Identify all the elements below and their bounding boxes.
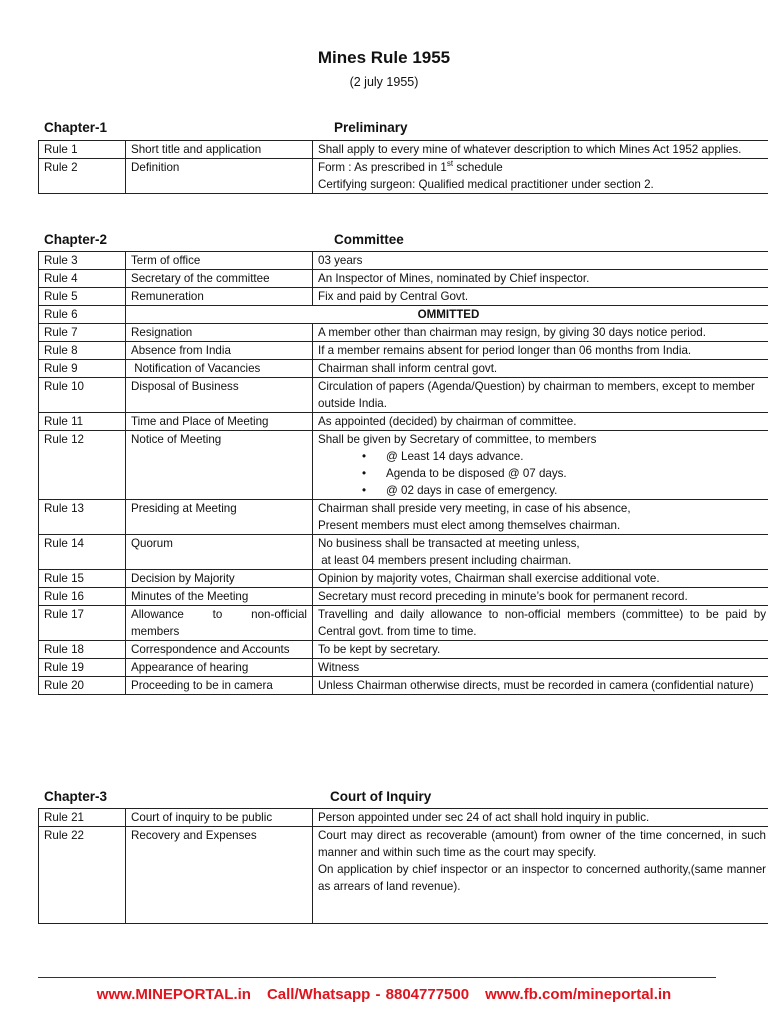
- rule-subject: Absence from India: [126, 342, 313, 360]
- chapter-1-table: [38, 140, 768, 194]
- rule-detail: Secretary must record preceding in minute’s book for permanent record.: [313, 588, 768, 606]
- rule-detail: Travelling and daily allowance to non-official members (committee) to be paid by Central govt. from time to time.: [313, 606, 768, 641]
- rule-number: Rule 8: [39, 342, 126, 360]
- table-row: [39, 500, 768, 535]
- table-row: [39, 570, 768, 588]
- detail-text: No business shall be transacted at meeting unless,: [318, 537, 580, 550]
- footer-divider: [38, 977, 716, 978]
- chapter-2-heading: [38, 232, 768, 250]
- detail-text: Chairman shall preside very meeting, in case of his absence,: [318, 502, 631, 515]
- table-row: [39, 141, 768, 159]
- table-row: [39, 588, 768, 606]
- rule-detail: [313, 431, 768, 500]
- rule-number: Rule 1: [39, 141, 126, 159]
- rule-number: Rule 17: [39, 606, 126, 641]
- rule-detail: Shall apply to every mine of whatever description to which Mines Act 1952 applies.: [313, 141, 768, 159]
- rule-number: Rule 14: [39, 535, 126, 570]
- rule-detail: Fix and paid by Central Govt.: [313, 288, 768, 306]
- rule-detail: [313, 827, 768, 924]
- rule-number: Rule 22: [39, 827, 126, 924]
- table-row: [39, 641, 768, 659]
- table-row: [39, 659, 768, 677]
- table-row: [39, 342, 768, 360]
- rule-subject: Term of office: [126, 252, 313, 270]
- table-row: [39, 809, 768, 827]
- omitted-label: OMMITTED: [126, 306, 768, 324]
- detail-text: at least 04 members present including chairman.: [318, 554, 572, 567]
- chapter-label: Chapter-2: [44, 232, 108, 247]
- table-row: [39, 324, 768, 342]
- table-row: [39, 431, 768, 500]
- page-date: (2 july 1955): [349, 75, 419, 89]
- rule-subject: Notice of Meeting: [126, 431, 313, 500]
- rule-number: Rule 12: [39, 431, 126, 500]
- rule-detail: A member other than chairman may resign, by giving 30 days notice period.: [313, 324, 768, 342]
- superscript: st: [446, 159, 454, 169]
- table-row: [39, 535, 768, 570]
- rule-subject: Disposal of Business: [126, 378, 313, 413]
- rule-number: Rule 16: [39, 588, 126, 606]
- rule-detail: As appointed (decided) by chairman of committee.: [313, 413, 768, 431]
- rule-detail: 03 years: [313, 252, 768, 270]
- rule-subject: Allowance to non-official members: [126, 606, 313, 641]
- rule-detail: [313, 535, 768, 570]
- rule-subject: Short title and application: [126, 141, 313, 159]
- table-row: [39, 413, 768, 431]
- rule-subject: Correspondence and Accounts: [126, 641, 313, 659]
- bullet-list: [318, 448, 766, 499]
- chapter-title: Court of Inquiry: [330, 789, 432, 804]
- table-row: [39, 827, 768, 924]
- rule-number: Rule 6: [39, 306, 126, 324]
- chapter-title: Preliminary: [334, 120, 408, 135]
- detail-text: Court may direct as recoverable (amount) from owner of the time concerned, in such manner and within such time as the court may specify.: [318, 829, 766, 859]
- rule-detail: Unless Chairman otherwise directs, must be recorded in camera (confidential nature): [313, 677, 768, 695]
- chapter-1-heading: [38, 120, 768, 138]
- rule-number: Rule 3: [39, 252, 126, 270]
- list-item: • @ Least 14 days advance.: [362, 448, 766, 465]
- rule-number: Rule 21: [39, 809, 126, 827]
- rule-subject: Secretary of the committee: [126, 270, 313, 288]
- chapter-2-table: [38, 251, 768, 695]
- rule-detail: An Inspector of Mines, nominated by Chief inspector.: [313, 270, 768, 288]
- chapter-3-heading: [38, 789, 768, 807]
- rule-number: Rule 20: [39, 677, 126, 695]
- rule-number: Rule 5: [39, 288, 126, 306]
- table-row: [39, 252, 768, 270]
- rule-number: Rule 13: [39, 500, 126, 535]
- rule-detail: Circulation of papers (Agenda/Question) by chairman to members, except to member outside India.: [313, 378, 768, 413]
- rule-detail: To be kept by secretary.: [313, 641, 768, 659]
- rule-number: Rule 15: [39, 570, 126, 588]
- rule-number: Rule 7: [39, 324, 126, 342]
- rule-subject: Court of inquiry to be public: [126, 809, 313, 827]
- list-item: • @ 02 days in case of emergency.: [362, 482, 766, 499]
- chapter-3-table: [38, 808, 768, 924]
- detail-text: Form : As prescribed in 1: [318, 161, 447, 174]
- rule-subject: Definition: [126, 159, 313, 194]
- rule-number: Rule 9: [39, 360, 126, 378]
- footer-facebook[interactable]: www.fb.com/mineportal.in: [485, 986, 672, 1003]
- chapter-label: Chapter-1: [44, 120, 108, 135]
- table-row: [39, 270, 768, 288]
- table-row: [39, 288, 768, 306]
- rule-subject: Recovery and Expenses: [126, 827, 313, 924]
- detail-text: Present members must elect among themselves chairman.: [318, 519, 621, 532]
- rule-subject: Time and Place of Meeting: [126, 413, 313, 431]
- table-row: [39, 378, 768, 413]
- rule-subject: Resignation: [126, 324, 313, 342]
- rule-number: Rule 18: [39, 641, 126, 659]
- table-row: [39, 606, 768, 641]
- list-item: • Agenda to be disposed @ 07 days.: [362, 465, 766, 482]
- rule-number: Rule 2: [39, 159, 126, 194]
- rule-detail: If a member remains absent for period longer than 06 months from India.: [313, 342, 768, 360]
- rule-subject: Minutes of the Meeting: [126, 588, 313, 606]
- chapter-title: Committee: [334, 232, 404, 247]
- rule-number: Rule 11: [39, 413, 126, 431]
- rule-subject: Appearance of hearing: [126, 659, 313, 677]
- rule-detail: [313, 500, 768, 535]
- rule-detail: Witness: [313, 659, 768, 677]
- rule-subject: Notification of Vacancies: [126, 360, 313, 378]
- table-row: [39, 159, 768, 194]
- rule-number: Rule 19: [39, 659, 126, 677]
- table-row: [39, 677, 768, 695]
- rule-subject: Decision by Majority: [126, 570, 313, 588]
- detail-text: On application by chief inspector or an inspector to concerned authority,(same manner as arrears of land revenue).: [318, 863, 766, 893]
- footer-contact: Call/Whatsapp - 8804777500: [266, 986, 470, 1003]
- rule-subject: Quorum: [126, 535, 313, 570]
- detail-text: schedule: [453, 161, 503, 174]
- detail-text: Certifying surgeon: Qualified medical practitioner under section 2.: [318, 178, 654, 191]
- rule-detail: Opinion by majority votes, Chairman shall exercise additional vote.: [313, 570, 768, 588]
- rule-subject: Presiding at Meeting: [126, 500, 313, 535]
- footer: [0, 986, 768, 1003]
- rule-number: Rule 4: [39, 270, 126, 288]
- chapter-label: Chapter-3: [44, 789, 108, 804]
- rule-subject: Proceeding to be in camera: [126, 677, 313, 695]
- footer-website[interactable]: www.MINEPORTAL.in: [96, 986, 251, 1003]
- rule-number: Rule 10: [39, 378, 126, 413]
- table-row: [39, 360, 768, 378]
- detail-text: Shall be given by Secretary of committee, to members: [318, 433, 597, 446]
- rule-detail: [313, 159, 768, 194]
- rule-detail: Chairman shall inform central govt.: [313, 360, 768, 378]
- page-title: Mines Rule 1955: [317, 48, 451, 67]
- rule-subject: Remuneration: [126, 288, 313, 306]
- table-row: [39, 306, 768, 324]
- rule-detail: Person appointed under sec 24 of act shall hold inquiry in public.: [313, 809, 768, 827]
